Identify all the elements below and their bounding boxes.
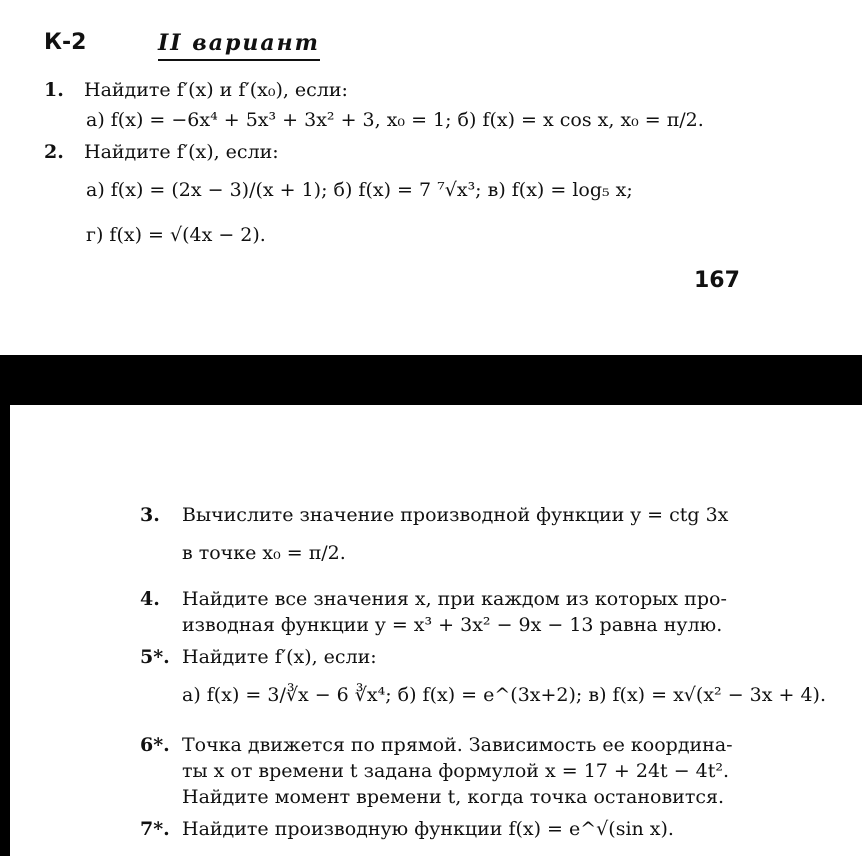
task-5 [140,647,377,668]
task-2 [44,142,279,163]
task-1 [44,80,348,101]
task-number: 7*. [140,818,170,840]
task-7 [140,819,674,840]
task-4-cont: изводная функции y = x³ + 3x² − 9x − 13 равна нулю. [182,614,723,636]
variant-title: II вариант [158,30,320,61]
task-number: 5*. [140,646,170,668]
top-page [0,0,862,355]
task-number: 1. [44,79,64,101]
task-3 [140,505,728,526]
section-label: К-2 [44,30,87,55]
task-text: Найдите f′(x), если: [84,141,279,163]
task-6 [140,735,733,756]
task-4 [140,589,727,610]
left-edge [0,405,10,856]
task-text: Вычислите значение производной функции y = ctg 3x [182,504,729,526]
task-text: Точка движется по прямой. Зависимость ее координа- [182,734,733,756]
task-text: Найдите производную функции f(x) = e^√(sin x). [182,818,674,840]
task-number: 4. [140,588,160,610]
separator-band [0,355,862,405]
bottom-page [10,405,862,856]
task-6-cont: ты x от времени t задана формулой x = 17 + 24t − 4t². [182,760,730,782]
task-1-items: а) f(x) = −6x⁴ + 5x³ + 3x² + 3, x₀ = 1; б) f(x) = x cos x, x₀ = π/2. [86,109,704,131]
task-2-item-g: г) f(x) = √(4x − 2). [86,224,266,246]
task-2-items: а) f(x) = (2x − 3)/(x + 1); б) f(x) = 7 ⁷√x³; в) f(x) = log₅ x; [86,179,633,201]
task-text: Найдите f′(x), если: [182,646,377,668]
task-text: Найдите все значения x, при каждом из которых про- [182,588,727,610]
task-number: 6*. [140,734,170,756]
task-5-items: а) f(x) = 3/∛x − 6 ∛x⁴; б) f(x) = e^(3x+2); в) f(x) = x√(x² − 3x + 4). [182,684,827,706]
task-3-cont: в точке x₀ = π/2. [182,542,346,564]
task-number: 2. [44,141,64,163]
task-6-cont-2: Найдите момент времени t, когда точка остановится. [182,786,725,808]
task-number: 3. [140,504,160,526]
page-number: 167 [694,268,740,293]
task-text: Найдите f′(x) и f′(x₀), если: [84,79,348,101]
